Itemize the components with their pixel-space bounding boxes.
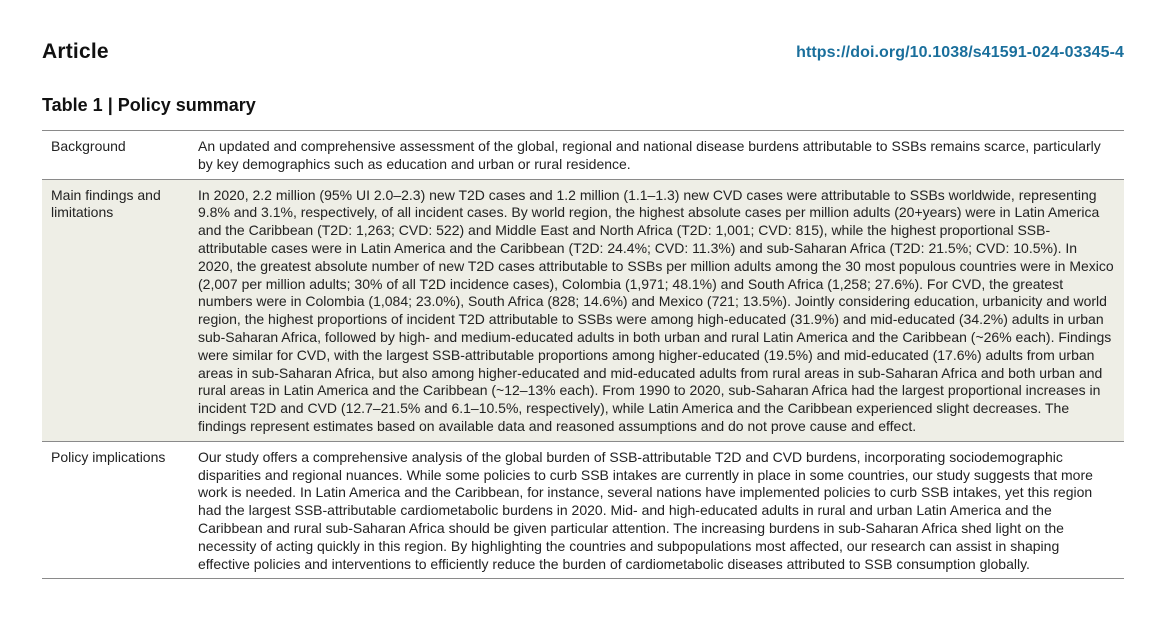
row-label: Main findings and limitations (51, 186, 161, 221)
row-label: Background (51, 138, 126, 154)
table-row-background (42, 131, 1124, 180)
row-text: In 2020, 2.2 million (95% UI 2.0–2.3) new T2D cases and 1.2 million (1.1–1.3) new CVD cases were attributable to SSBs worldwide, representing 9.8% and 3.1%, respectively, of all incident cases. By world region, the highest absolute cases per million adults (20+years) were in Latin America and the Caribbean (T2D: 1,263; CVD: 522) and Middle East and North Africa (T2D: 1,001; CVD: 815), while the highest proportional SSB-attributable cases were in Latin America and the Caribbean (T2D: 24.4%; CVD: 11.3%) and sub-Saharan Africa (T2D: 21.5%; CVD: 10.5%). In 2020, the greatest absolute number of new T2D cases attributable to SSBs per million adults among the 30 most populous countries were in Mexico (2,007 per million adults; 30% of all T2D incidence cases), Colombia (1,971; 48.1%) and South Africa (1,258; 27.6%). For CVD, the greatest numbers were in Colombia (1,084; 23.0%), South Africa (828; 14.6%) and Mexico (721; 13.5%). Jointly considering education, urbanicity and world region, the highest proportions of incident T2D attributable to SSBs were among high-educated (31.9%) and mid-educated (34.2%) adults in urban sub-Saharan Africa, followed by high- and medium-educated adults in both urban and rural Latin America and the Caribbean (~26% each). Findings were similar for CVD, with the largest SSB-attributable proportions among higher-educated (19.5%) and mid-educated (17.6%) adults from urban areas in sub-Saharan Africa, but also among higher-educated and mid-educated adults from rural areas in sub-Saharan Africa and both urban and rural areas in Latin America and the Caribbean (~12–13% each). From 1990 to 2020, sub-Saharan Africa had the largest proportional increases in incident T2D and CVD (12.7–21.5% and 6.1–10.5%, respectively), while Latin America and the Caribbean experienced slight decreases. The findings represent estimates based on available data and reasoned assumptions and do not prove cause and effect. (198, 186, 1114, 434)
table-title: Table 1 | Policy summary (42, 95, 256, 115)
article-label: Article (42, 40, 109, 63)
table-row-policy-implications (42, 441, 1124, 579)
row-label: Policy implications (51, 448, 166, 465)
row-text: An updated and comprehensive assessment of the global, regional and national disease burdens attributable to SSBs remains scarce, particularly by key demographics such as education and urban or rural residence. (198, 138, 1101, 172)
table-row-main-findings (42, 179, 1124, 441)
row-text: Our study offers a comprehensive analysis of the global burden of SSB-attributable T2D and CVD burdens, incorporating sociodemographic disparities and regional nuances. While some policies to curb SSB intakes are currently in place in some countries, our study suggests that more work is needed. In Latin America and the Caribbean, for instance, several nations have implemented policies to curb SSB intakes, yet this region had the largest SSB-attributable cardiometabolic burdens in 2020. Mid- and high-educated adults in rural and urban Latin America and the Caribbean and rural sub-Saharan Africa should be given particular attention. The increasing burdens in sub-Saharan Africa shed light on the necessity of acting quickly in this region. By highlighting the countries and subpopulations most affected, our research can assist in shaping effective policies and interventions to efficiently reduce the burden of cardiometabolic diseases attributed to SSB consumption globally. (198, 448, 1093, 572)
policy-summary-table (42, 130, 1124, 579)
page-header (42, 40, 1124, 68)
doi-link[interactable]: https://doi.org/10.1038/s41591-024-03345-4 (796, 44, 1124, 61)
